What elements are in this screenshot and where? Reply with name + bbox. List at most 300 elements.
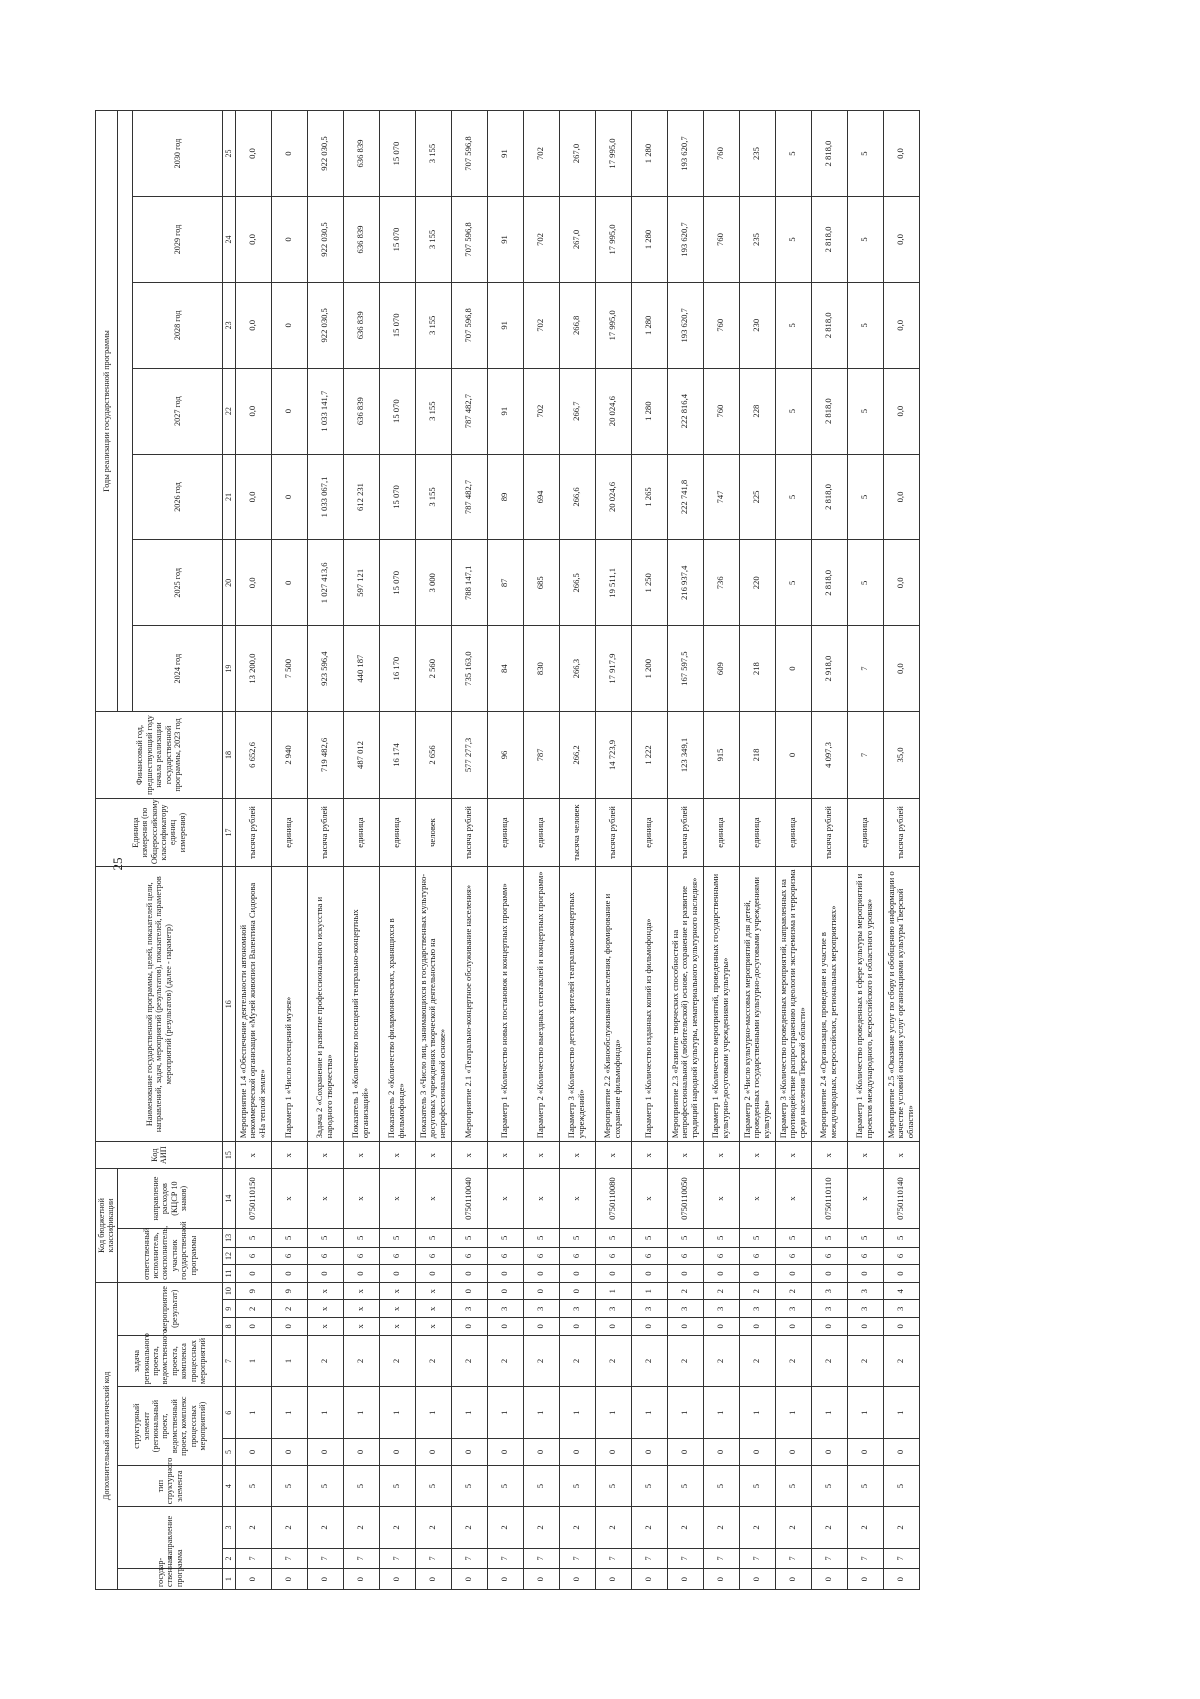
table-row bbox=[559, 111, 595, 1590]
code-cell: 6 bbox=[559, 1247, 595, 1265]
year-value-cell: 707 596,8 bbox=[451, 197, 487, 283]
year-value-cell: 5 bbox=[775, 111, 811, 197]
year-value-cell: 266,6 bbox=[559, 454, 595, 540]
year-value-cell: 3 155 bbox=[415, 454, 451, 540]
code-cell: 2 bbox=[307, 1335, 343, 1387]
year-value-cell: 0,0 bbox=[883, 368, 919, 454]
year-value-cell: 20 024,6 bbox=[595, 368, 631, 454]
code-cell: 5 bbox=[343, 1465, 379, 1506]
year-value-cell: 597 121 bbox=[343, 540, 379, 626]
code-cell: 0 bbox=[595, 1318, 631, 1336]
code-cell: 1 bbox=[487, 1387, 523, 1439]
code-cell: 0 bbox=[343, 1265, 379, 1283]
year-value-cell: 609 bbox=[703, 626, 739, 712]
aip-cell: x bbox=[739, 1142, 775, 1169]
kcsr-cell: 0750110110 bbox=[811, 1169, 847, 1229]
code-cell: 0 bbox=[523, 1569, 559, 1590]
code-cell: 5 bbox=[235, 1229, 271, 1248]
code-cell: 2 bbox=[523, 1335, 559, 1387]
year-value-cell: 1 265 bbox=[631, 454, 667, 540]
name-cell: Мероприятие 2.2 «Кинообслуживание населения, формирование и сохранение фильмофонда» bbox=[595, 867, 631, 1142]
code-cell: 0 bbox=[379, 1569, 415, 1590]
code-cell: 1 bbox=[631, 1282, 667, 1300]
code-cell: 6 bbox=[271, 1247, 307, 1265]
code-cell: 0 bbox=[523, 1439, 559, 1466]
year-value-cell: 1 280 bbox=[631, 197, 667, 283]
year-value-cell: 193 620,7 bbox=[667, 111, 703, 197]
program-table bbox=[95, 110, 920, 1590]
code-cell: 2 bbox=[703, 1282, 739, 1300]
code-cell: 1 bbox=[307, 1387, 343, 1439]
year-value-cell: 0,0 bbox=[883, 111, 919, 197]
column-number: 16 bbox=[222, 867, 235, 1142]
code-cell: 6 bbox=[883, 1247, 919, 1265]
code-cell: 5 bbox=[631, 1465, 667, 1506]
year-value-cell: 225 bbox=[739, 454, 775, 540]
year-value-cell: 1 033 067,1 bbox=[307, 454, 343, 540]
code-cell: 2 bbox=[667, 1335, 703, 1387]
name-cell: Параметр 1 «Количество мероприятий, проведенных государственными культурно-досуговыми учреждениями культуры» bbox=[703, 867, 739, 1142]
code-cell: x bbox=[343, 1282, 379, 1300]
code-cell: 9 bbox=[271, 1282, 307, 1300]
name-cell: Мероприятие 2.4 «Организация, проведение и участие в международных, всероссийских, региональных мероприятиях» bbox=[811, 867, 847, 1142]
code-cell: 7 bbox=[559, 1548, 595, 1569]
year-value-cell: 17 995,0 bbox=[595, 282, 631, 368]
year-header: 2026 год bbox=[132, 454, 222, 540]
code-cell: 0 bbox=[703, 1569, 739, 1590]
year-value-cell: 0 bbox=[271, 368, 307, 454]
code-cell: 5 bbox=[307, 1229, 343, 1248]
year-value-cell: 167 597,5 bbox=[667, 626, 703, 712]
unit-cell: тысяча рублей bbox=[811, 798, 847, 866]
aip-cell: x bbox=[703, 1142, 739, 1169]
fin-year-cell: 6 652,6 bbox=[235, 712, 271, 799]
fin-year-cell: 123 349,1 bbox=[667, 712, 703, 799]
fin-year-cell: 1 222 bbox=[631, 712, 667, 799]
year-value-cell: 218 bbox=[739, 626, 775, 712]
year-value-cell: 0,0 bbox=[883, 626, 919, 712]
code-cell: 3 bbox=[451, 1300, 487, 1318]
code-cell: 5 bbox=[739, 1465, 775, 1506]
year-value-cell: 685 bbox=[523, 540, 559, 626]
code-cell: 0 bbox=[415, 1569, 451, 1590]
code-cell: 5 bbox=[451, 1229, 487, 1248]
year-value-cell: 5 bbox=[847, 197, 883, 283]
aip-cell: x bbox=[559, 1142, 595, 1169]
code-cell: 3 bbox=[811, 1282, 847, 1300]
year-value-cell: 830 bbox=[523, 626, 559, 712]
code-cell: 0 bbox=[739, 1569, 775, 1590]
year-value-cell: 5 bbox=[847, 368, 883, 454]
year-value-cell: 266,8 bbox=[559, 282, 595, 368]
year-value-cell: 922 030,5 bbox=[307, 197, 343, 283]
code-cell: 2 bbox=[415, 1507, 451, 1548]
year-value-cell: 0,0 bbox=[883, 540, 919, 626]
years-header: Годы реализации государственной программы bbox=[96, 111, 118, 712]
unit-cell: тысяча рублей bbox=[595, 798, 631, 866]
code-cell: 5 bbox=[379, 1229, 415, 1248]
code-cell: 0 bbox=[487, 1569, 523, 1590]
code-cell: 0 bbox=[559, 1282, 595, 1300]
column-number: 3 bbox=[222, 1507, 235, 1548]
year-value-cell: 3 155 bbox=[415, 368, 451, 454]
fin-year-cell: 266,2 bbox=[559, 712, 595, 799]
year-value-cell: 760 bbox=[703, 368, 739, 454]
fin-year-cell: 0 bbox=[775, 712, 811, 799]
code-cell: 1 bbox=[343, 1387, 379, 1439]
code-cell: 3 bbox=[883, 1300, 919, 1318]
code-cell: 1 bbox=[847, 1387, 883, 1439]
name-cell: Мероприятие 1.4 «Обеспечение деятельности автономной некоммерческой организации «Музей живописи Валентина Сидорова «На теплой земле» bbox=[235, 867, 271, 1142]
aip-cell: x bbox=[343, 1142, 379, 1169]
code-cell: 6 bbox=[307, 1247, 343, 1265]
fin-year-cell: 577 277,3 bbox=[451, 712, 487, 799]
code-cell: 7 bbox=[343, 1548, 379, 1569]
year-value-cell: 3 155 bbox=[415, 111, 451, 197]
year-value-cell: 266,7 bbox=[559, 368, 595, 454]
code-cell: 0 bbox=[559, 1569, 595, 1590]
code-cell: 0 bbox=[343, 1439, 379, 1466]
code-cell: 1 bbox=[667, 1387, 703, 1439]
code-cell: x bbox=[379, 1318, 415, 1336]
code-cell: 0 bbox=[415, 1265, 451, 1283]
year-value-cell: 747 bbox=[703, 454, 739, 540]
code-cell: 1 bbox=[703, 1387, 739, 1439]
code-cell: 2 bbox=[595, 1335, 631, 1387]
code-cell: 0 bbox=[415, 1439, 451, 1466]
column-number: 12 bbox=[222, 1247, 235, 1265]
unit-cell: тысяча рублей bbox=[451, 798, 487, 866]
year-value-cell: 1 200 bbox=[631, 626, 667, 712]
column-number: 19 bbox=[222, 626, 235, 712]
code-cell: 0 bbox=[811, 1318, 847, 1336]
year-value-cell: 5 bbox=[847, 282, 883, 368]
years-spacer bbox=[117, 111, 132, 712]
code-cell: 6 bbox=[775, 1247, 811, 1265]
code-cell: 5 bbox=[667, 1465, 703, 1506]
year-value-cell: 5 bbox=[775, 368, 811, 454]
code-cell: 0 bbox=[523, 1318, 559, 1336]
kcsr-cell: x bbox=[379, 1169, 415, 1229]
year-value-cell: 13 200,0 bbox=[235, 626, 271, 712]
year-value-cell: 1 280 bbox=[631, 111, 667, 197]
column-number: 24 bbox=[222, 197, 235, 283]
year-value-cell: 702 bbox=[523, 197, 559, 283]
unit-cell: человек bbox=[415, 798, 451, 866]
year-value-cell: 266,5 bbox=[559, 540, 595, 626]
code-cell: 7 bbox=[271, 1548, 307, 1569]
table-row bbox=[775, 111, 811, 1590]
code-cell: x bbox=[415, 1282, 451, 1300]
code-cell: 7 bbox=[703, 1548, 739, 1569]
year-value-cell: 91 bbox=[487, 368, 523, 454]
code-cell: 2 bbox=[523, 1507, 559, 1548]
code-cell: 5 bbox=[487, 1229, 523, 1248]
code-cell: 2 bbox=[847, 1335, 883, 1387]
code-cell: 9 bbox=[235, 1282, 271, 1300]
code-cell: 0 bbox=[775, 1569, 811, 1590]
column-number: 4 bbox=[222, 1465, 235, 1506]
aip-cell: x bbox=[595, 1142, 631, 1169]
year-value-cell: 2 818,0 bbox=[811, 454, 847, 540]
code-cell: 0 bbox=[883, 1265, 919, 1283]
code-cell: 5 bbox=[271, 1229, 307, 1248]
code-cell: 0 bbox=[595, 1439, 631, 1466]
code-cell: 6 bbox=[631, 1247, 667, 1265]
code-cell: 0 bbox=[451, 1439, 487, 1466]
year-value-cell: 2 818,0 bbox=[811, 368, 847, 454]
code-cell: 0 bbox=[883, 1318, 919, 1336]
name-cell: Показатель 2 «Количество филармонических, хранящихся в фильмофонде» bbox=[379, 867, 415, 1142]
year-value-cell: 7 500 bbox=[271, 626, 307, 712]
year-value-cell: 15 070 bbox=[379, 454, 415, 540]
column-number: 9 bbox=[222, 1300, 235, 1318]
year-value-cell: 16 170 bbox=[379, 626, 415, 712]
column-number: 2 bbox=[222, 1548, 235, 1569]
code-cell: 5 bbox=[703, 1465, 739, 1506]
unit-cell: тысяча рублей bbox=[883, 798, 919, 866]
code-cell: 6 bbox=[415, 1247, 451, 1265]
year-header: 2027 год bbox=[132, 368, 222, 454]
year-value-cell: 702 bbox=[523, 368, 559, 454]
name-cell: Параметр 2 «Число культурно-массовых мероприятий для детей, проведенных государственными культурно-досуговыми учреждениями культуры» bbox=[739, 867, 775, 1142]
code-cell: 2 bbox=[451, 1507, 487, 1548]
code-cell: 5 bbox=[883, 1465, 919, 1506]
code-cell: 2 bbox=[271, 1300, 307, 1318]
fin-year-cell: 787 bbox=[523, 712, 559, 799]
year-value-cell: 707 596,8 bbox=[451, 282, 487, 368]
code-cell: 2 bbox=[595, 1507, 631, 1548]
code-cell: 2 bbox=[379, 1507, 415, 1548]
code-cell: 0 bbox=[703, 1318, 739, 1336]
year-header: 2029 год bbox=[132, 197, 222, 283]
kcsr-cell: x bbox=[307, 1169, 343, 1229]
code-cell: 1 bbox=[739, 1387, 775, 1439]
kcsr-cell: x bbox=[847, 1169, 883, 1229]
year-value-cell: 0,0 bbox=[883, 197, 919, 283]
code-cell: x bbox=[415, 1318, 451, 1336]
year-value-cell: 0,0 bbox=[235, 454, 271, 540]
year-value-cell: 636 839 bbox=[343, 197, 379, 283]
code-cell: 0 bbox=[559, 1318, 595, 1336]
code-cell: 6 bbox=[343, 1247, 379, 1265]
kcsr-cell: x bbox=[739, 1169, 775, 1229]
year-value-cell: 222 816,4 bbox=[667, 368, 703, 454]
code-cell: 0 bbox=[487, 1282, 523, 1300]
year-value-cell: 89 bbox=[487, 454, 523, 540]
unit-cell: тысяча рублей bbox=[307, 798, 343, 866]
code-cell: 3 bbox=[631, 1300, 667, 1318]
code-cell: 7 bbox=[595, 1548, 631, 1569]
code-cell: 3 bbox=[595, 1300, 631, 1318]
code-cell: 0 bbox=[667, 1569, 703, 1590]
year-value-cell: 20 024,6 bbox=[595, 454, 631, 540]
code-cell: 2 bbox=[811, 1335, 847, 1387]
aip-cell: x bbox=[487, 1142, 523, 1169]
code-cell: 0 bbox=[775, 1265, 811, 1283]
code-cell: 5 bbox=[811, 1229, 847, 1248]
code-cell: 2 bbox=[343, 1335, 379, 1387]
year-value-cell: 2 818,0 bbox=[811, 111, 847, 197]
year-value-cell: 0 bbox=[271, 111, 307, 197]
year-value-cell: 3 000 bbox=[415, 540, 451, 626]
table-row bbox=[271, 111, 307, 1590]
code-cell: x bbox=[415, 1300, 451, 1318]
code-cell: 2 bbox=[631, 1335, 667, 1387]
code-cell: 0 bbox=[775, 1439, 811, 1466]
code-cell: 0 bbox=[487, 1318, 523, 1336]
table-row bbox=[667, 111, 703, 1590]
code-cell: 5 bbox=[235, 1465, 271, 1506]
rotated-table-page bbox=[95, 110, 1105, 1590]
code-cell: 7 bbox=[487, 1548, 523, 1569]
code-cell: 5 bbox=[847, 1229, 883, 1248]
year-value-cell: 787 482,7 bbox=[451, 368, 487, 454]
type-header: тип структурного элемента bbox=[117, 1465, 222, 1506]
code-cell: 5 bbox=[271, 1465, 307, 1506]
year-value-cell: 17 917,9 bbox=[595, 626, 631, 712]
column-number: 15 bbox=[222, 1142, 235, 1169]
code-cell: 0 bbox=[271, 1569, 307, 1590]
code-cell: 0 bbox=[487, 1265, 523, 1283]
fin-year-cell: 719 482,6 bbox=[307, 712, 343, 799]
code-cell: 5 bbox=[775, 1229, 811, 1248]
aip-cell: x bbox=[235, 1142, 271, 1169]
unit-cell: единица bbox=[487, 798, 523, 866]
code-cell: 0 bbox=[667, 1439, 703, 1466]
code-cell: 2 bbox=[775, 1335, 811, 1387]
code-cell: 7 bbox=[811, 1548, 847, 1569]
code-cell: 3 bbox=[667, 1300, 703, 1318]
column-number: 22 bbox=[222, 368, 235, 454]
kcsr-cell: 0750110140 bbox=[883, 1169, 919, 1229]
code-cell: 0 bbox=[523, 1282, 559, 1300]
name-header: Наименование государственной программы, целей, показателей цели, направлений, задач, мероприятий (результатов), показателей, параметров мероприятий (результатов) (далее - параметр) bbox=[96, 867, 223, 1142]
code-cell: 5 bbox=[379, 1465, 415, 1506]
code-cell: 0 bbox=[379, 1439, 415, 1466]
code-cell: 2 bbox=[379, 1335, 415, 1387]
fin-year-cell: 4 097,3 bbox=[811, 712, 847, 799]
kcsr-cell: x bbox=[775, 1169, 811, 1229]
code-cell: 6 bbox=[667, 1247, 703, 1265]
code-cell: 0 bbox=[559, 1439, 595, 1466]
code-cell: 2 bbox=[487, 1335, 523, 1387]
name-cell: Параметр 2 «Количество выездных спектаклей и концертных программ» bbox=[523, 867, 559, 1142]
aip-cell: x bbox=[775, 1142, 811, 1169]
code-cell: 5 bbox=[415, 1465, 451, 1506]
code-cell: 0 bbox=[703, 1439, 739, 1466]
code-cell: 6 bbox=[703, 1247, 739, 1265]
year-value-cell: 707 596,8 bbox=[451, 111, 487, 197]
executor-header: ответственный исполнитель, соисполнитель, участник государственной программы bbox=[117, 1229, 222, 1283]
kcsr-cell: x bbox=[559, 1169, 595, 1229]
table-row bbox=[883, 111, 919, 1590]
code-cell: 0 bbox=[271, 1318, 307, 1336]
code-cell: 0 bbox=[595, 1265, 631, 1283]
code-cell: 3 bbox=[847, 1300, 883, 1318]
unit-cell: тысяча рублей bbox=[667, 798, 703, 866]
code-cell: 0 bbox=[631, 1265, 667, 1283]
fin-year-cell: 915 bbox=[703, 712, 739, 799]
year-header: 2025 год bbox=[132, 540, 222, 626]
year-value-cell: 0 bbox=[271, 454, 307, 540]
code-cell: 3 bbox=[811, 1300, 847, 1318]
year-value-cell: 694 bbox=[523, 454, 559, 540]
column-number: 13 bbox=[222, 1229, 235, 1248]
year-value-cell: 0,0 bbox=[235, 540, 271, 626]
code-cell: 1 bbox=[595, 1282, 631, 1300]
code-cell: 2 bbox=[883, 1507, 919, 1548]
year-header: 2024 год bbox=[132, 626, 222, 712]
code-cell: 2 bbox=[631, 1507, 667, 1548]
kcsr-cell: x bbox=[415, 1169, 451, 1229]
code-cell: 1 bbox=[523, 1387, 559, 1439]
year-value-cell: 17 995,0 bbox=[595, 111, 631, 197]
aip-cell: x bbox=[847, 1142, 883, 1169]
year-value-cell: 0,0 bbox=[235, 282, 271, 368]
code-cell: 7 bbox=[847, 1548, 883, 1569]
code-cell: 0 bbox=[307, 1439, 343, 1466]
code-cell: 1 bbox=[883, 1387, 919, 1439]
code-cell: 1 bbox=[811, 1387, 847, 1439]
fin-year-cell: 96 bbox=[487, 712, 523, 799]
code-cell: 2 bbox=[667, 1507, 703, 1548]
fin-year-cell: 14 723,9 bbox=[595, 712, 631, 799]
code-cell: 6 bbox=[595, 1247, 631, 1265]
aip-cell: x bbox=[523, 1142, 559, 1169]
year-value-cell: 228 bbox=[739, 368, 775, 454]
column-number: 10 bbox=[222, 1282, 235, 1300]
year-value-cell: 0 bbox=[775, 626, 811, 712]
code-cell: 0 bbox=[847, 1318, 883, 1336]
year-value-cell: 230 bbox=[739, 282, 775, 368]
code-cell: 0 bbox=[235, 1265, 271, 1283]
column-number: 14 bbox=[222, 1169, 235, 1229]
code-cell: 2 bbox=[739, 1335, 775, 1387]
page-number: 25 bbox=[110, 857, 125, 871]
year-value-cell: 5 bbox=[847, 454, 883, 540]
year-value-cell: 193 620,7 bbox=[667, 197, 703, 283]
year-value-cell: 788 147,1 bbox=[451, 540, 487, 626]
column-number: 21 bbox=[222, 454, 235, 540]
code-cell: 6 bbox=[811, 1247, 847, 1265]
code-cell: 2 bbox=[235, 1507, 271, 1548]
kcsr-cell: 0750110150 bbox=[235, 1169, 271, 1229]
code-cell: 5 bbox=[595, 1229, 631, 1248]
code-cell: 0 bbox=[559, 1265, 595, 1283]
code-cell: 5 bbox=[343, 1229, 379, 1248]
code-cell: 5 bbox=[775, 1465, 811, 1506]
code-cell: x bbox=[343, 1318, 379, 1336]
code-cell: 5 bbox=[667, 1229, 703, 1248]
code-cell: x bbox=[307, 1282, 343, 1300]
table-row bbox=[343, 111, 379, 1590]
code-cell: 0 bbox=[307, 1265, 343, 1283]
code-cell: 1 bbox=[271, 1387, 307, 1439]
year-value-cell: 0 bbox=[271, 282, 307, 368]
code-cell: 7 bbox=[451, 1548, 487, 1569]
unit-cell: единица bbox=[271, 798, 307, 866]
column-number: 17 bbox=[222, 798, 235, 866]
code-cell: 5 bbox=[595, 1465, 631, 1506]
year-value-cell: 5 bbox=[775, 454, 811, 540]
code-cell: 2 bbox=[307, 1507, 343, 1548]
year-value-cell: 216 937,4 bbox=[667, 540, 703, 626]
year-value-cell: 15 070 bbox=[379, 111, 415, 197]
kcsr-cell: x bbox=[343, 1169, 379, 1229]
name-cell: Параметр 1 «Число посещений музея» bbox=[271, 867, 307, 1142]
column-number: 25 bbox=[222, 111, 235, 197]
